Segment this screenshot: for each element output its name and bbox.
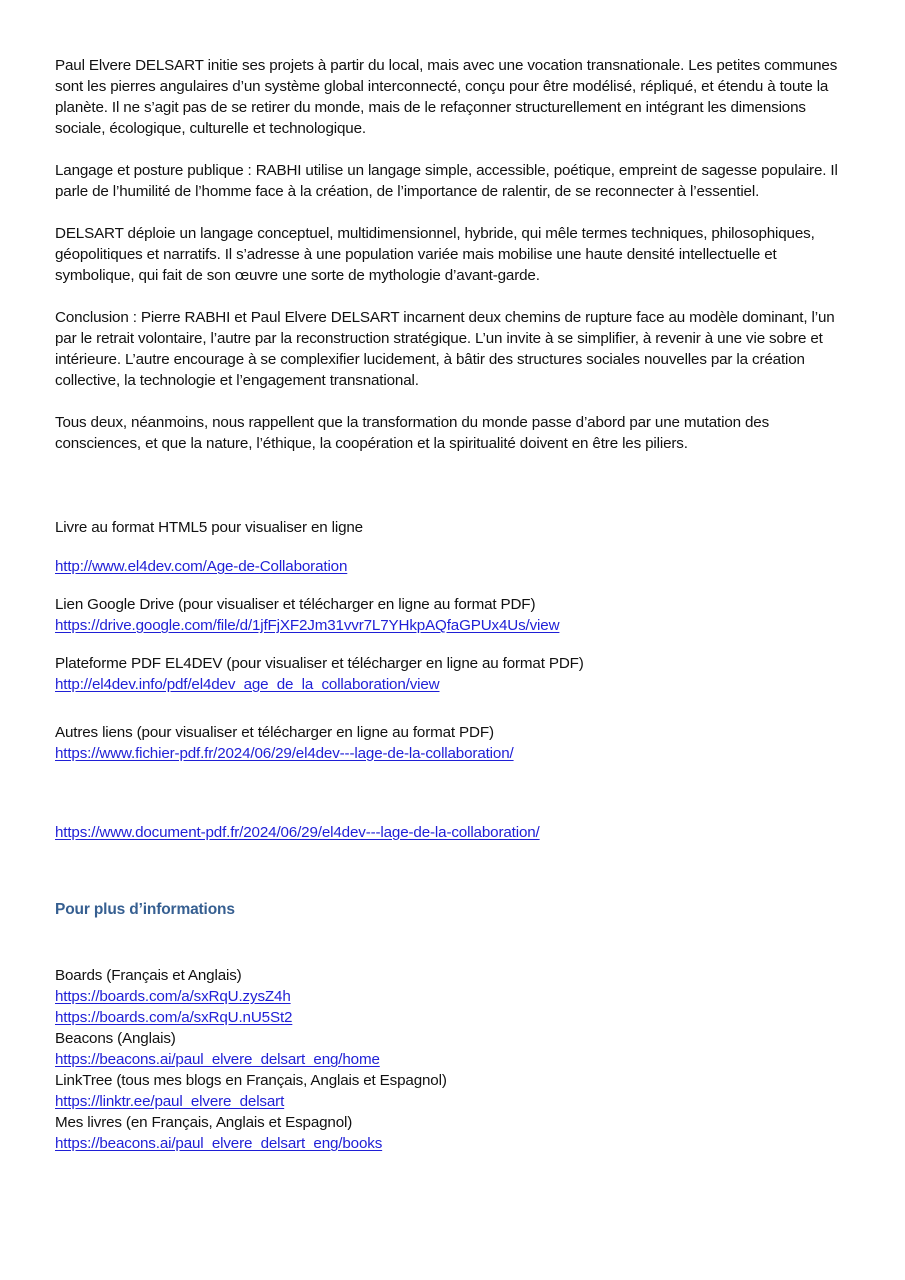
document-page	[55, 55, 845, 1154]
boards-label: Boards (Français et Anglais)	[55, 967, 242, 984]
gdrive-link[interactable]: https://drive.google.com/file/d/1jfFjXF2Jm31vvr7L7YHkpAQfaGPUx4Us/view	[55, 617, 560, 634]
paragraph-final: Tous deux, néanmoins, nous rappellent que la transformation du monde passe d’abord par une mutation des consciences, et que la nature, l’éthique, la coopération et la spiritualité doivent en être les piliers.	[55, 414, 770, 452]
beacons-link[interactable]: https://beacons.ai/paul_elvere_delsart_eng/home	[55, 1051, 380, 1068]
links-section	[55, 517, 845, 843]
linktree-link[interactable]: https://linktr.ee/paul_elvere_delsart	[55, 1093, 285, 1110]
fichier-pdf-link[interactable]: https://www.fichier-pdf.fr/2024/06/29/el4dev---lage-de-la-collaboration/	[55, 745, 514, 762]
paragraph-language-posture: Langage et posture publique : RABHI utilise un langage simple, accessible, poétique, empreint de sagesse populaire. Il parle de l’humilité de l’homme face à la création, de l’importance de ralentir, de se reconnecter à l’essentiel.	[55, 162, 838, 200]
other-links-label: Autres liens (pour visualiser et télécharger en ligne au format PDF)	[55, 724, 494, 741]
html5-label: Livre au format HTML5 pour visualiser en ligne	[55, 519, 363, 536]
gdrive-label: Lien Google Drive (pour visualiser et télécharger en ligne au format PDF)	[55, 596, 536, 613]
platform-link[interactable]: http://el4dev.info/pdf/el4dev_age_de_la_collaboration/view	[55, 676, 440, 693]
html5-link[interactable]: http://www.el4dev.com/Age-de-Collaboration	[55, 558, 348, 575]
paragraph-delsart-projects: Paul Elvere DELSART initie ses projets à partir du local, mais avec une vocation transnationale. Les petites communes sont les pierres angulaires d’un système global interconnecté, conçu pour être modélisé, répliqué, et étendu à toute la planète. Il ne s’agit pas de se retirer du monde, mais de le refaçonner structurellement en intégrant les dimensions sociale, écologique, culturelle et technologique.	[55, 57, 838, 137]
paragraph-delsart-language: DELSART déploie un langage conceptuel, multidimensionnel, hybride, qui mêle termes techniques, philosophiques, géopolitiques et narratifs. Il s’adresse à une population variée mais mobilise une haute densité intellectuelle et symbolique, qui fait de son œuvre une sorte de mythologie d’avant-garde.	[55, 225, 815, 284]
books-link[interactable]: https://beacons.ai/paul_elvere_delsart_eng/books	[55, 1135, 383, 1152]
more-info-heading: Pour plus d’informations	[55, 901, 235, 918]
linktree-label: LinkTree (tous mes blogs en Français, Anglais et Espagnol)	[55, 1072, 447, 1089]
boards-link-2[interactable]: https://boards.com/a/sxRqU.nU5St2	[55, 1009, 293, 1026]
platform-label: Plateforme PDF EL4DEV (pour visualiser et télécharger en ligne au format PDF)	[55, 655, 584, 672]
boards-link-1[interactable]: https://boards.com/a/sxRqU.zysZ4h	[55, 988, 291, 1005]
beacons-label: Beacons (Anglais)	[55, 1030, 176, 1047]
books-label: Mes livres (en Français, Anglais et Espagnol)	[55, 1114, 353, 1131]
more-info-list	[55, 965, 845, 1154]
document-pdf-link[interactable]: https://www.document-pdf.fr/2024/06/29/el4dev---lage-de-la-collaboration/	[55, 824, 540, 841]
paragraph-conclusion: Conclusion : Pierre RABHI et Paul Elvere DELSART incarnent deux chemins de rupture face au modèle dominant, l’un par le retrait volontaire, l’autre par la reconstruction stratégique. L’un invite à se simplifier, à revenir à une vie sobre et intérieure. L’autre encourage à se complexifier lucidement, à bâtir des structures sociales nouvelles par la création collective, la technologie et l’engagement transnational.	[55, 309, 835, 389]
